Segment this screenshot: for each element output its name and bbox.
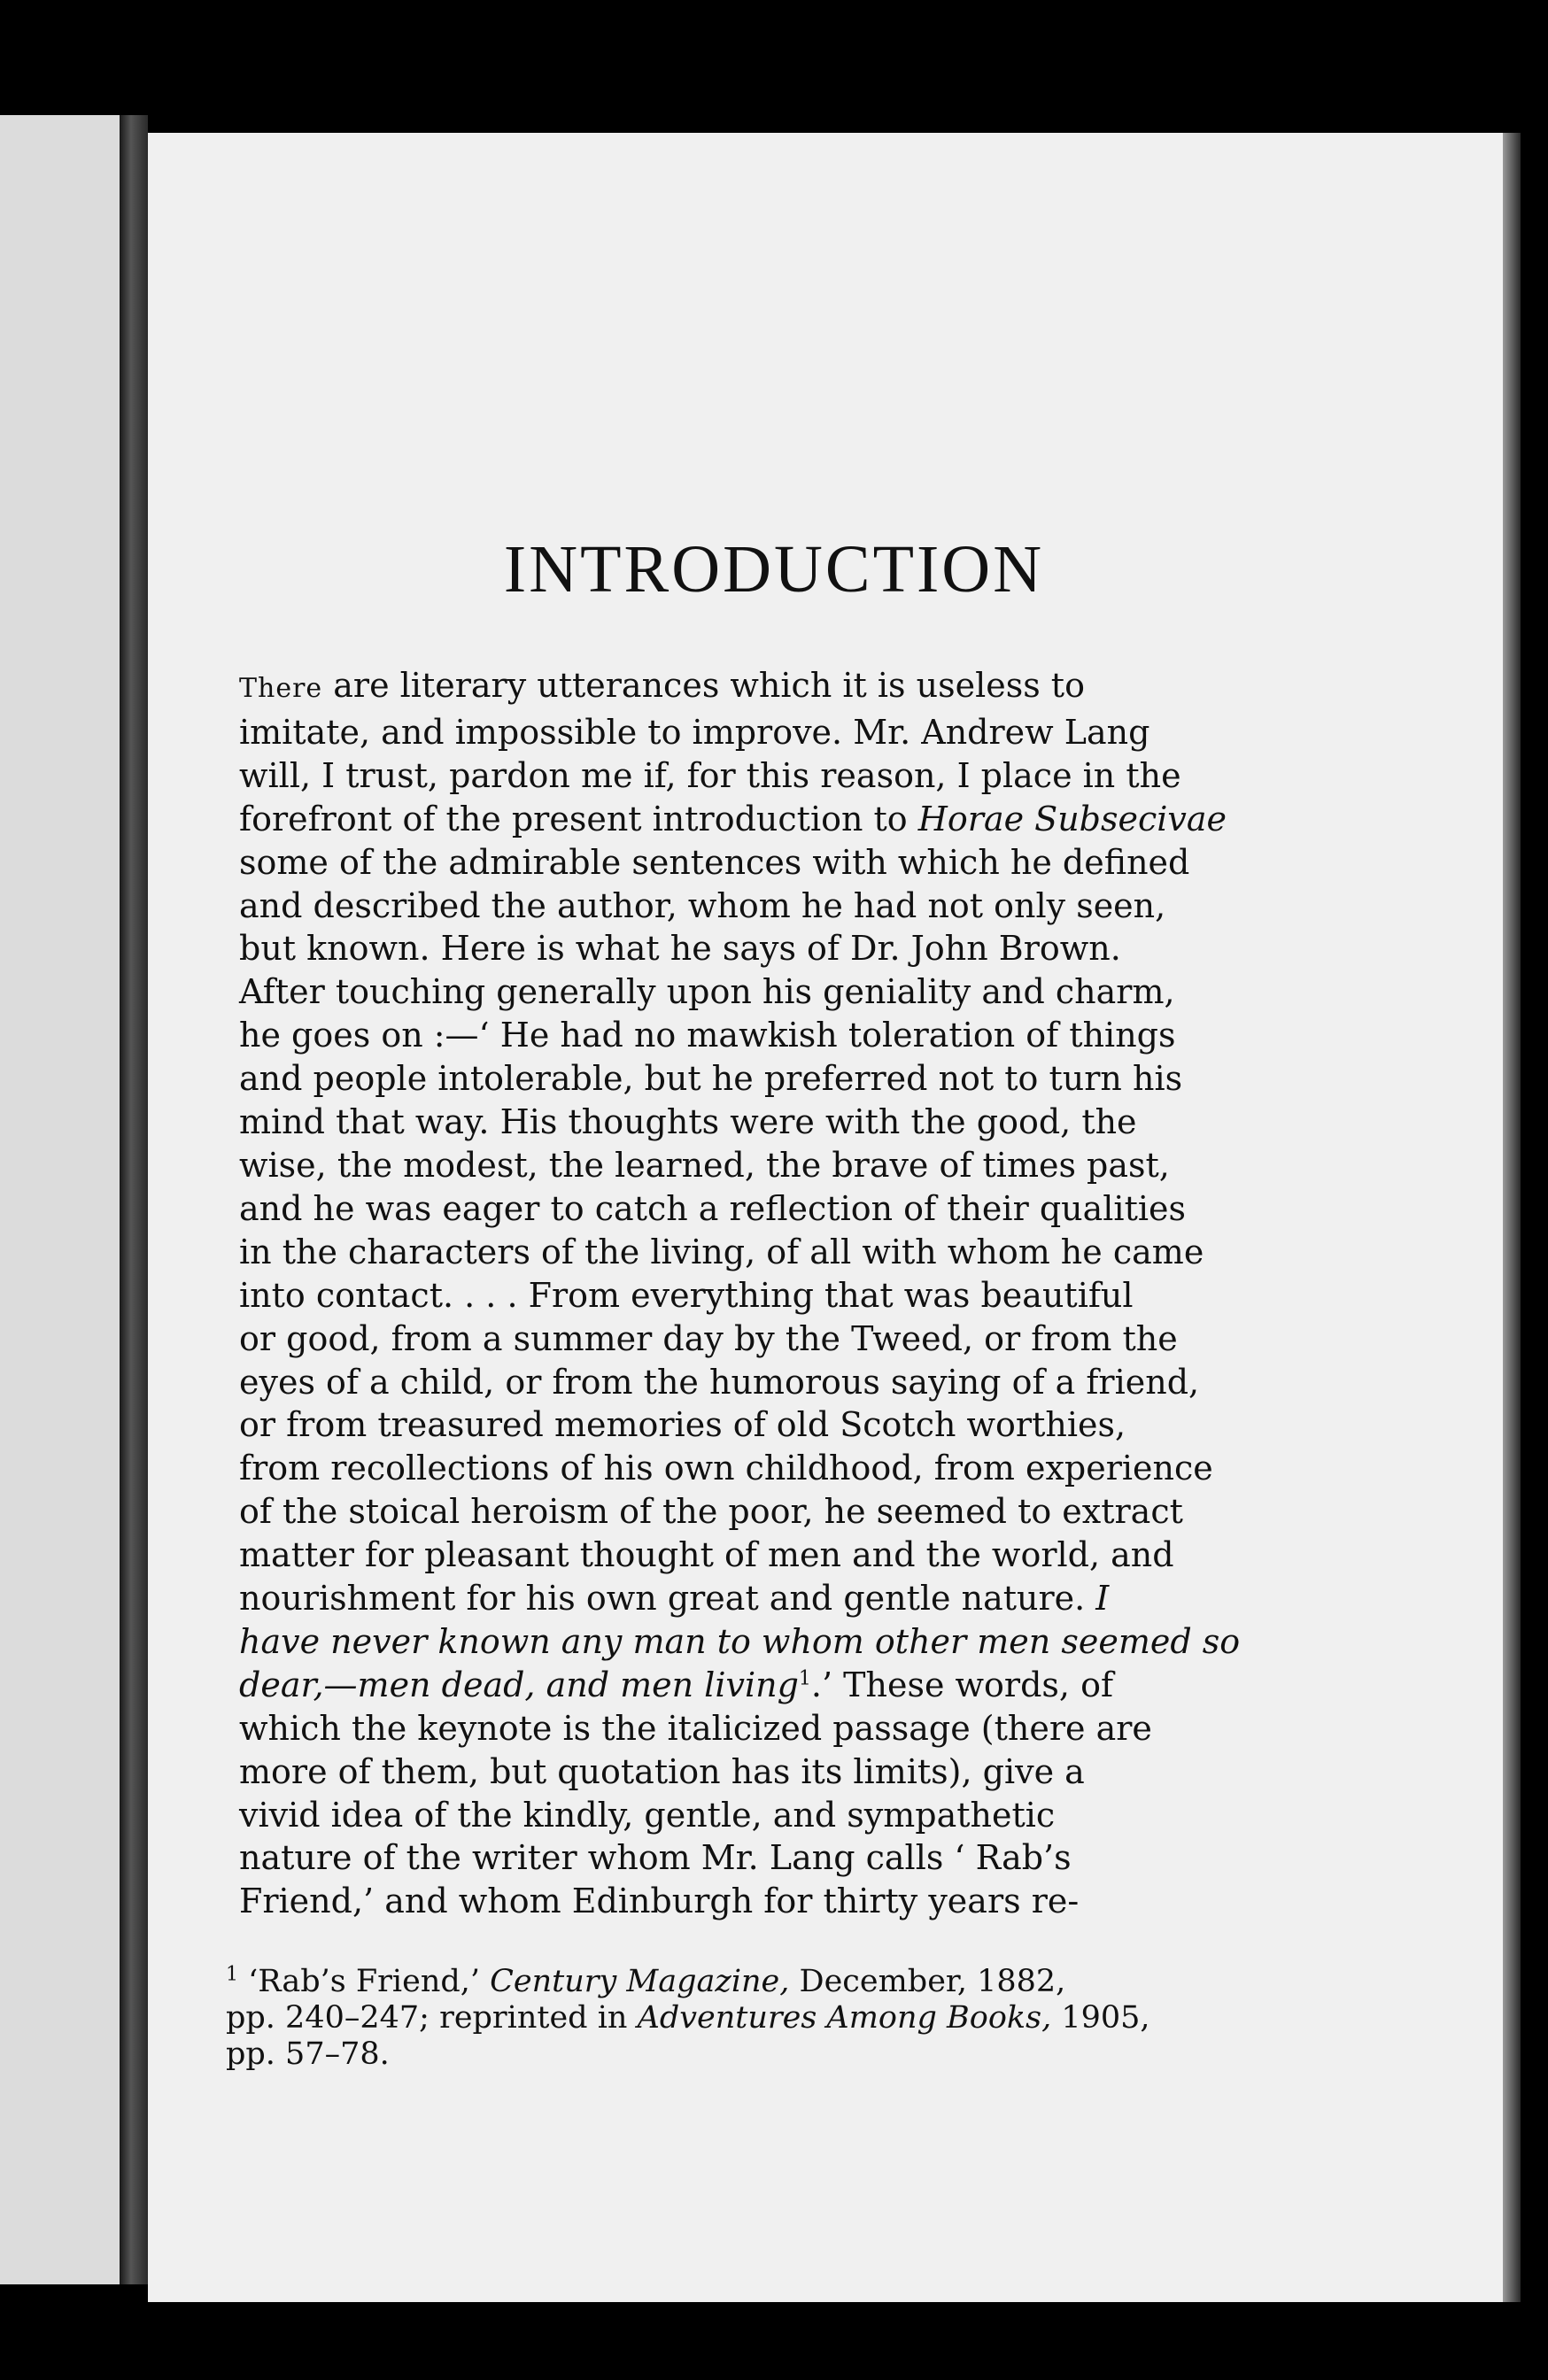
text-span: nourishment for his own great and gentle nature. [239,1579,1096,1619]
text-line: which the keynote is the italicized passage (there are [239,1708,1152,1748]
footnote [226,1964,1297,2073]
italic-span: Century Magazine, [490,1964,790,1999]
text-line: but known. Here is what he says of Dr. John Brown. [239,929,1121,969]
italic-span: dear,—men dead, and men living [239,1665,799,1704]
page-edge-shadow [1503,133,1521,2302]
text-line [239,1577,1302,1620]
facing-page-edge [0,115,120,2284]
text-line: of the stoical heroism of the poor, he seemed to extract [239,1492,1183,1532]
chapter-title: INTRODUCTION [503,532,1045,607]
text-line: wise, the modest, the learned, the brave of times past, [239,1145,1170,1185]
text-span: 1905, [1051,2000,1150,2036]
text-line: and people intolerable, but he preferred not to turn his [239,1059,1183,1099]
text-span: are literary utterances which it is useless to [322,666,1085,705]
text-line: some of the admirable sentences with which he defined [239,842,1190,882]
text-line [239,664,1302,711]
text-line: or good, from a summer day by the Tweed, or from the [239,1318,1178,1358]
text-span: .’ These words, of [810,1665,1114,1704]
italic-span: I [1095,1579,1110,1619]
text-line: from recollections of his own childhood, from experience [239,1449,1213,1488]
text-span: ‘Rab’s Friend,’ [238,1964,491,1999]
text-span: forefront of the present introduction to [239,799,918,838]
dropcap-word: There [239,673,323,704]
text-line [239,1664,1302,1707]
text-line: into contact. . . . From everything that was beautiful [239,1275,1134,1315]
footnote-reference: 1 [798,1667,811,1690]
footnote-marker: 1 [226,1963,238,1986]
text-line: will, I trust, pardon me if, for this reason, I place in the [239,755,1181,795]
text-line [239,798,1302,841]
text-line: After touching generally upon his geniality and charm, [239,972,1175,1012]
text-span: pp. 240–247; reprinted in [226,2000,638,2036]
text-line: in the characters of the living, of all with whom he came [239,1232,1204,1271]
text-line: nature of the writer whom Mr. Lang calls ‘ Rab’s [239,1838,1072,1878]
italic-span: Adventures Among Books, [637,2000,1052,2036]
text-line: matter for pleasant thought of men and the world, and [239,1535,1174,1575]
text-line: Friend,’ and whom Edinburgh for thirty years re- [239,1882,1080,1921]
text-span: December, 1882, [789,1964,1066,1999]
text-line: vivid idea of the kindly, gentle, and sympathetic [239,1795,1056,1835]
book-gutter [120,115,148,2284]
text-line: he goes on :—‘ He had no mawkish toleration of things [239,1016,1176,1055]
book-title-italic: Horae Subsecivae [917,799,1227,838]
text-line: and described the author, whom he had not only seen, [239,885,1166,925]
text-line: or from treasured memories of old Scotch worthies, [239,1405,1126,1445]
body-paragraph [239,664,1302,1923]
text-line: more of them, but quotation has its limits), give a [239,1751,1085,1791]
text-line: eyes of a child, or from the humorous saying of a friend, [239,1362,1200,1402]
footnote-line [226,2000,1297,2036]
text-line-italic: have never known any man to whom other men seemed so [239,1621,1241,1661]
text-line: imitate, and impossible to improve. Mr. Andrew Lang [239,712,1150,752]
footnote-line: pp. 57–78. [226,2036,390,2072]
text-line: and he was eager to catch a reflection of their qualities [239,1188,1186,1228]
footnote-line [226,1964,1297,2000]
text-line: mind that way. His thoughts were with the good, the [239,1102,1137,1142]
